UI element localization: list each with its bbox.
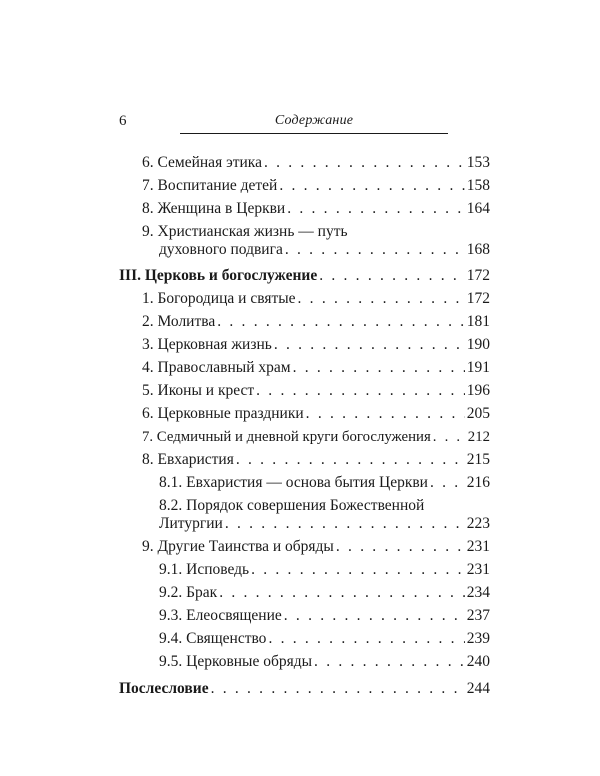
toc-entry: [142, 450, 490, 470]
toc-entry-page: 205: [466, 405, 490, 422]
header-rule: [180, 133, 448, 134]
toc-entry-title: 1. Богородица и святые: [142, 290, 296, 307]
dot-leader: [268, 629, 464, 649]
toc-entry-title: III. Церковь и богослужение: [119, 267, 318, 284]
toc-entry-title: Литургии: [159, 515, 223, 532]
toc-entry: [142, 404, 490, 424]
toc-entry-title: 9.3. Елеосвящение: [159, 607, 282, 624]
toc-entry: [142, 427, 490, 447]
dot-leader: [274, 335, 465, 355]
dot-leader: [287, 199, 465, 219]
toc-subentry-continued: [159, 496, 490, 516]
toc-section-heading: [119, 679, 490, 699]
toc-entry-page: 216: [466, 474, 490, 491]
toc-entry: [142, 312, 490, 332]
dot-leader: [236, 450, 465, 470]
toc-entry: [142, 537, 490, 557]
dot-leader: [225, 514, 465, 534]
toc-entry-title: 2. Молитва: [142, 313, 216, 330]
toc-entry-page: 181: [466, 313, 490, 330]
toc-entry: [142, 358, 490, 378]
dot-leader: [285, 240, 465, 260]
toc-entry: [142, 176, 490, 196]
toc-section-heading: [119, 266, 490, 286]
toc-subentry: [159, 606, 490, 626]
page-number: 6: [119, 113, 127, 129]
toc-entry-title: 9. Христианская жизнь — путь: [142, 223, 348, 240]
toc-subentry: [159, 514, 490, 534]
toc-entry-page: 212: [467, 429, 490, 445]
toc-entry-continued: [142, 222, 490, 242]
toc-entry-title: 6. Семейная этика: [142, 154, 262, 171]
toc-entry-title: 7. Воспитание детей: [142, 177, 278, 194]
toc-entry-page: 191: [466, 359, 490, 376]
toc-entry-page: 231: [466, 561, 490, 578]
toc-entry-page: 153: [466, 154, 490, 171]
dot-leader: [217, 312, 465, 332]
toc-entry-page: 231: [466, 538, 490, 555]
toc-entry: [142, 153, 490, 173]
toc-entry-title: 6. Церковные праздники: [142, 405, 304, 422]
dot-leader: [298, 289, 465, 309]
toc-entry-page: 215: [466, 451, 490, 468]
dot-leader: [306, 404, 465, 424]
dot-leader: [433, 427, 466, 447]
toc-entry-page: 234: [466, 584, 490, 601]
toc-entry: [142, 335, 490, 355]
toc-entry-page: 223: [466, 515, 490, 532]
toc-entry-title: 9.4. Священство: [159, 630, 267, 647]
toc-entry-title: 5. Иконы и крест: [142, 382, 255, 399]
toc-entry-title: 8. Евхаристия: [142, 451, 234, 468]
toc-entry-page: 168: [466, 241, 490, 258]
toc-entry-page: 240: [466, 653, 490, 670]
dot-leader: [251, 560, 465, 580]
dot-leader: [314, 652, 465, 672]
toc-entry-title: 9. Другие Таинства и обряды: [142, 538, 334, 555]
dot-leader: [279, 176, 464, 196]
toc-subentry: [159, 652, 490, 672]
toc-entry-page: 172: [466, 267, 490, 284]
toc-entry-title: 8. Женщина в Церкви: [142, 200, 286, 217]
toc-entry-page: 164: [466, 200, 490, 217]
toc-entry-page: 237: [466, 607, 490, 624]
toc-entry-title: 4. Православный храм: [142, 359, 291, 376]
toc-entry-title: 9.5. Церковные обряды: [159, 653, 313, 670]
toc-entry: [142, 289, 490, 309]
toc-entry: [159, 240, 490, 260]
toc-entry: [142, 381, 490, 401]
dot-leader: [284, 606, 465, 626]
toc-entry-title: духовного подвига: [159, 241, 283, 258]
toc-entry-title: 8.2. Порядок совершения Божественной: [159, 497, 425, 514]
toc-entry-page: 196: [466, 382, 490, 399]
toc-entry-title: Послесловие: [119, 680, 209, 697]
toc-subentry: [159, 560, 490, 580]
dot-leader: [319, 266, 465, 286]
toc-entry-title: 9.1. Исповедь: [159, 561, 250, 578]
dot-leader: [430, 473, 465, 493]
dot-leader: [336, 537, 465, 557]
toc-entry-page: 190: [466, 336, 490, 353]
toc-subentry: [159, 473, 490, 493]
toc-entry-page: 244: [466, 680, 490, 697]
toc-entry-title: 9.2. Брак: [159, 584, 218, 601]
dot-leader: [211, 679, 465, 699]
running-title: Содержание: [274, 113, 354, 128]
dot-leader: [264, 153, 465, 173]
toc-subentry: [159, 583, 490, 603]
dot-leader: [256, 381, 465, 401]
dot-leader: [219, 583, 465, 603]
toc-entry-page: 239: [466, 630, 490, 647]
toc-entry-title: 3. Церковная жизнь: [142, 336, 272, 353]
dot-leader: [293, 358, 465, 378]
toc-entry-title: 8.1. Евхаристия — основа бытия Церкви: [159, 474, 428, 491]
toc-entry-title: 7. Седмичный и дневной круги богослужения: [142, 429, 431, 445]
toc-entry-page: 158: [466, 177, 490, 194]
toc-entry-page: 172: [466, 290, 490, 307]
toc-subentry: [159, 629, 490, 649]
toc-entry: [142, 199, 490, 219]
